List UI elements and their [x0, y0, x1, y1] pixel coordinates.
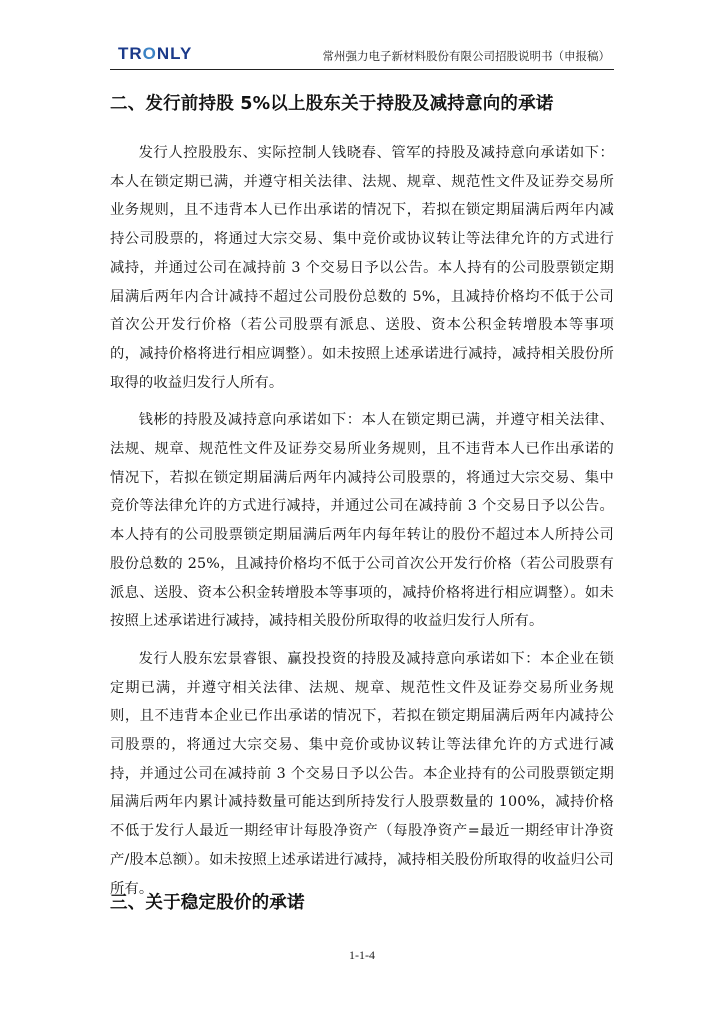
page-header: [110, 40, 614, 68]
section-heading-2: 二、发行前持股 5%以上股东关于持股及减持意向的承诺: [110, 94, 554, 114]
logo-text-o: O: [142, 44, 157, 63]
logo-text-suffix: NLY: [156, 44, 193, 63]
section-heading-3: 三、关于稳定股价的承诺: [110, 893, 305, 913]
logo-text-prefix: TR: [118, 44, 143, 63]
company-logo: [118, 44, 192, 64]
paragraph-controlling-shareholders: 发行人控股股东、实际控制人钱晓春、管军的持股及减持意向承诺如下：本人在锁定期已满，并遵守相关法律、法规、规章、规范性文件及证券交易所业务规则，且不违背本人已作出承诺的情况下，若拟在锁定期届满后两年内减持公司股票的，将通过大宗交易、集中竞价或协议转让等法律允许的方式进行减持，并通过公司在减持前 3 个交易日予以公告。本人持有的公司股票锁定期届满后两年内合计减持不超过公司股份总数的 5%，且减持价格均不低于公司首次公开发行价格（若公司股票有派息、送股、资本公积金转增股本等事项的，减持价格将进行相应调整）。如未按照上述承诺进行减持，减持相关股份所取得的收益归发行人所有。: [110, 145, 614, 391]
header-divider: [110, 69, 614, 70]
page-number: 1-1-4: [349, 948, 375, 962]
document-title: 常州强力电子新材料股份有限公司招股说明书（申报稿）: [322, 49, 610, 63]
paragraph-institutional-shareholders: 发行人股东宏景睿银、赢投投资的持股及减持意向承诺如下：本企业在锁定期已满，并遵守相关法律、法规、规章、规范性文件及证券交易所业务规则，且不违背本企业已作出承诺的情况下，若拟在锁定期届满后两年内减持公司股票的，将通过大宗交易、集中竞价或协议转让等法律允许的方式进行减持，并通过公司在减持前 3 个交易日予以公告。本企业持有的公司股票锁定期届满后两年内累计减持数量可能达到所持发行人股票数量的 100%，减持价格不低于发行人最近一期经审计每股净资产（每股净资产=最近一期经审计净资产/股本总额）。如未按照上述承诺进行减持，减持相关股份所取得的收益归公司所有。: [110, 650, 614, 897]
paragraph-qian-bin: 钱彬的持股及减持意向承诺如下：本人在锁定期已满，并遵守相关法律、法规、规章、规范性文件及证券交易所业务规则，且不违背本人已作出承诺的情况下，若拟在锁定期届满后两年内减持公司股票的，将通过大宗交易、集中竞价等法律允许的方式进行减持，并通过公司在减持前 3 个交易日予以公告。本人持有的公司股票锁定期届满后两年内每年转让的股份不超过本人所持公司股份总数的 25%，且减持价格均不低于公司首次公开发行价格（若公司股票有派息、送股、资本公积金转增股本等事项的，减持价格将进行相应调整）。如未按照上述承诺进行减持，减持相关股份所取得的收益归发行人所有。: [110, 412, 614, 630]
document-body: [110, 88, 614, 913]
